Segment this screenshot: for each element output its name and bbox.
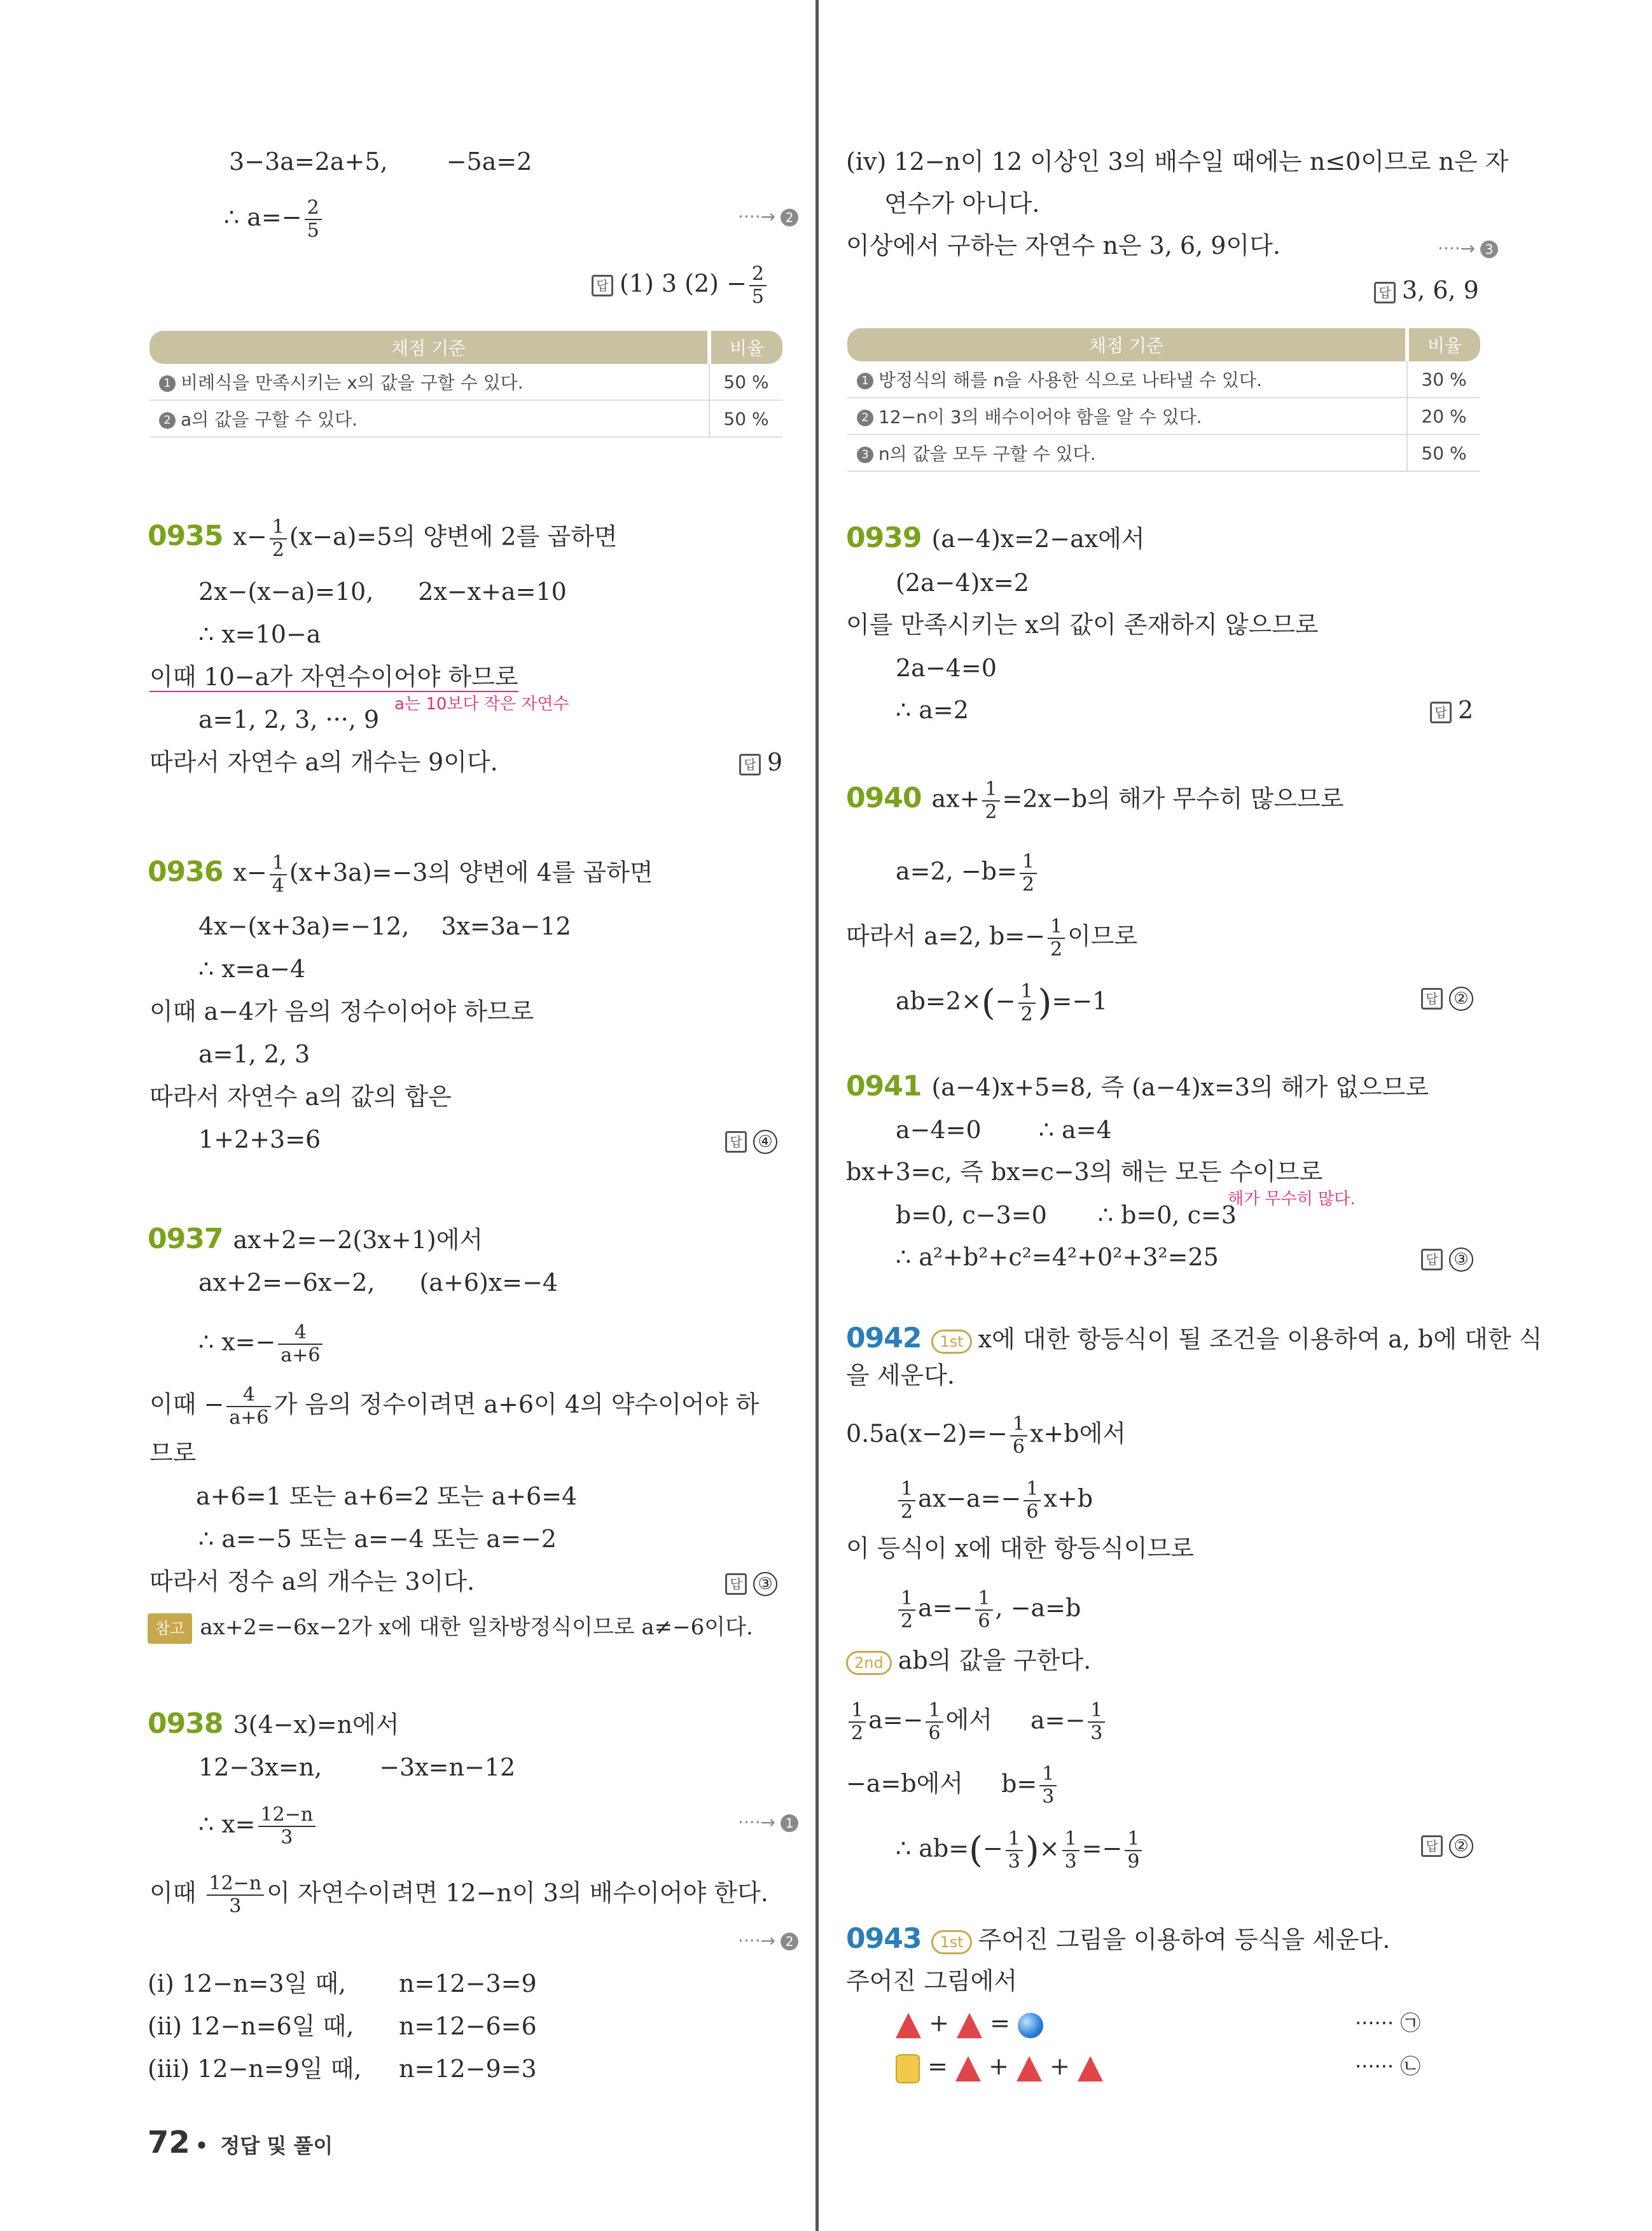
answer: 답 ② <box>1421 981 1473 1011</box>
table-header: 비율 <box>1407 328 1480 361</box>
table-row: 3 n의 값을 모두 구할 수 있다. 50 % <box>847 434 1480 471</box>
answer: 답 ③ <box>1421 1242 1473 1272</box>
annotation-note: a는 10보다 작은 자연수 <box>394 695 569 714</box>
annotation-note: 해가 무수히 많다. <box>1228 1190 1356 1209</box>
problem-0936-head: 0936 x− $\frac{1}{4}$ (x+3a)=−3의 양변에 4를 곱하면 <box>148 852 653 897</box>
answer: 답 3, 6, 9 <box>1374 275 1479 305</box>
answer: 답 ③ <box>725 1566 777 1597</box>
problem-0935-head: 0935 x− $\frac{1}{2}$ (x−a)=5의 양변에 2를 곱하면 <box>148 516 618 561</box>
table-row: 1 비례식을 만족시키는 x의 값을 구할 수 있다. 50 % <box>149 364 782 400</box>
answer-icon: 답 <box>592 275 613 296</box>
table-header: 비율 <box>709 331 782 364</box>
problem-0942-head: 0942 1st x에 대한 항등식이 될 조건을 이용하여 a, b에 대한 식 <box>846 1322 1543 1354</box>
problem-0937-head: 0937 ax+2=−2(3x+1)에서 <box>148 1223 483 1255</box>
column-divider <box>816 0 819 2231</box>
table-header: 채점 기준 <box>149 331 709 364</box>
grading-table <box>149 331 782 438</box>
answer: 답 (1) 3 (2) − $\frac{2}{5}$ <box>592 263 769 308</box>
answer-icon: 답 <box>1430 702 1452 723</box>
step-marker: ····→ 2 <box>738 206 798 227</box>
eq-line: 3−3a=2a+5, −5a=2 <box>229 148 532 176</box>
fraction: $\frac{2}{5}$ <box>305 197 322 242</box>
problem-0938-head: 0938 3(4−x)=n에서 <box>148 1707 399 1740</box>
cylinder-icon <box>896 2054 920 2083</box>
problem-0941-head: 0941 (a−4)x+5=8, 즉 (a−4)x=3의 해가 없으므로 <box>846 1070 1429 1102</box>
answer-icon: 답 <box>739 754 761 775</box>
grading-table <box>847 328 1480 472</box>
answer: 답 ④ <box>725 1124 777 1155</box>
answer: 답 ② <box>1421 1828 1473 1859</box>
answer: 답 9 <box>739 747 782 777</box>
picture-equation-1: + = <box>896 2008 1043 2038</box>
page-footer: 72 • 정답 및 풀이 <box>148 2125 333 2160</box>
triangle-icon <box>896 2013 921 2038</box>
problem-0940-head: 0940 ax+ $\frac{1}{2}$ =2x−b의 해가 무수히 많으므로 <box>846 778 1344 823</box>
answer-icon: 답 <box>725 1131 747 1153</box>
answer-icon: 답 <box>1374 282 1396 303</box>
table-row: 2 12−n이 3의 배수이어야 함을 알 수 있다. 20 % <box>847 398 1480 434</box>
problem-0939-head: 0939 (a−4)x=2−ax에서 <box>846 522 1145 554</box>
answer-icon: 답 <box>1421 988 1443 1010</box>
answer-icon: 답 <box>1421 1835 1443 1857</box>
ball-icon <box>1018 2013 1043 2038</box>
picture-equation-2: = + + <box>896 2051 1103 2083</box>
reference-note: 참고 ax+2=−6x−2가 x에 대한 일차방정식이므로 a≠−6이다. <box>148 1612 753 1644</box>
table-header: 채점 기준 <box>847 328 1407 361</box>
triangle-icon <box>1017 2056 1042 2082</box>
triangle-icon <box>957 2013 982 2038</box>
problem-0943-head: 0943 1st 주어진 그림을 이용하여 등식을 세운다. <box>846 1922 1391 1955</box>
answer-icon: 답 <box>725 1573 747 1595</box>
step-marker: ····→ 1 <box>738 1812 798 1833</box>
triangle-icon <box>955 2056 981 2082</box>
table-row: 2 a의 값을 구할 수 있다. 50 % <box>149 400 782 437</box>
answer: 답 2 <box>1430 695 1473 725</box>
step-marker: ····→ 3 <box>1438 238 1498 259</box>
eq-line: ∴ a=− $\frac{2}{5}$ <box>224 197 324 242</box>
triangle-icon <box>1078 2056 1103 2082</box>
table-row: 1 방정식의 해를 n을 사용한 식으로 나타낼 수 있다. 30 % <box>847 361 1480 398</box>
answer-icon: 답 <box>1421 1249 1443 1270</box>
fraction: $\frac{2}{5}$ <box>749 263 767 308</box>
step-marker: ····→ 2 <box>738 1930 798 1951</box>
